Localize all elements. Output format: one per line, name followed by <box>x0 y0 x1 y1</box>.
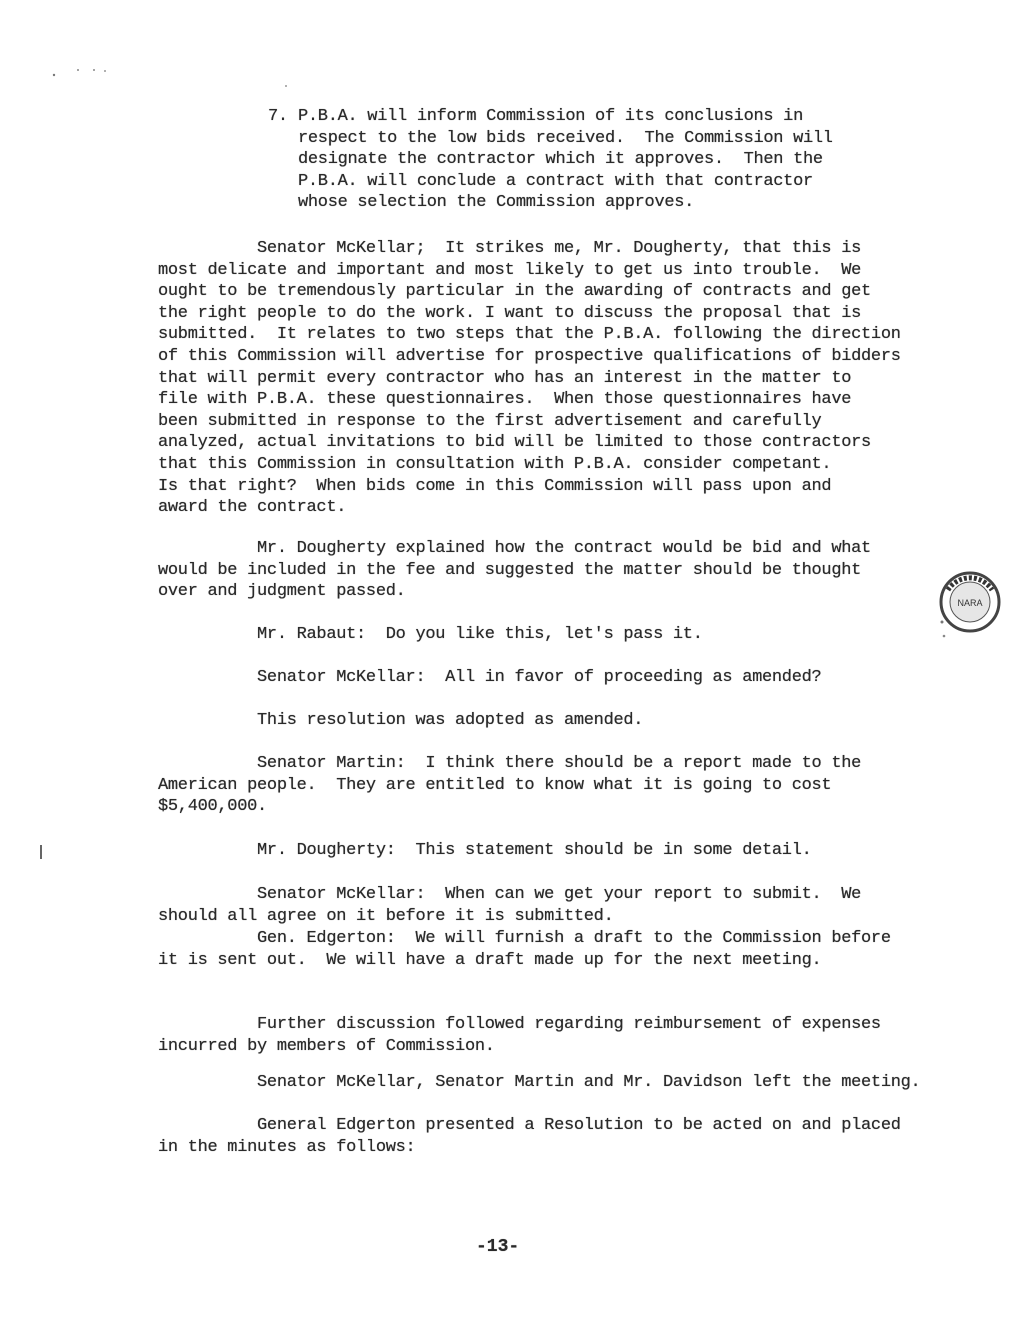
paragraph <box>158 624 703 646</box>
paragraph-line: of this Commission will advertise for prospective qualifications of bidders <box>158 346 901 366</box>
paragraph <box>158 538 871 603</box>
paragraph-line: Gen. Edgerton: We will furnish a draft to the Commission before <box>158 929 891 948</box>
paragraph-line: $5,400,000. <box>158 797 267 817</box>
archive-stamp-icon <box>938 570 1002 634</box>
paragraph-line: ought to be tremendously particular in the awarding of contracts and get <box>158 282 871 302</box>
paragraph <box>158 884 861 927</box>
paragraph <box>158 710 643 732</box>
paragraph-line: Senator McKellar; It strikes me, Mr. Dougherty, that this is <box>158 239 862 258</box>
paragraph-line: Senator Martin: I think there should be a report made to the <box>158 754 862 773</box>
paragraph-line: that this Commission in consultation with P.B.A. consider competant. <box>158 454 832 474</box>
paragraph-line: Mr. Rabaut: Do you like this, let's pass it. <box>158 625 703 644</box>
item-number: 7. <box>268 107 288 126</box>
paragraph-line: This resolution was adopted as amended. <box>158 711 644 730</box>
paragraph-line: file with P.B.A. these questionnaires. When those questionnaires have <box>158 390 852 410</box>
item-7-text <box>298 106 833 214</box>
paragraph-line: Mr. Dougherty explained how the contract would be bid and what <box>158 539 871 558</box>
paragraph <box>158 667 821 689</box>
paragraph-line: Senator McKellar, Senator Martin and Mr. Davidson left the meeting. <box>158 1073 921 1092</box>
page-number: -13- <box>476 1237 520 1257</box>
paragraph-line: incurred by members of Commission. <box>158 1036 495 1056</box>
paragraph-line: that will permit every contractor who has an interest in the matter to <box>158 368 852 388</box>
item-7-line: P.B.A. will conclude a contract with that contractor <box>298 171 813 191</box>
item-7-line: respect to the low bids received. The Commission will <box>298 128 833 148</box>
paragraph-line: submitted. It relates to two steps that the P.B.A. following the direction <box>158 325 901 345</box>
paragraph-line: Senator McKellar: All in favor of proceeding as amended? <box>158 668 822 687</box>
paragraph-line: American people. They are entitled to know what it is going to cost <box>158 775 832 795</box>
paragraph <box>158 840 812 862</box>
item-7-line: designate the contractor which it approves. Then the <box>298 150 823 170</box>
paragraph-line: most delicate and important and most likely to get us into trouble. We <box>158 260 862 280</box>
svg-text:NARA: NARA <box>957 598 983 608</box>
paragraph-line: it is sent out. We will have a draft made up for the next meeting. <box>158 950 822 970</box>
paragraph-line: analyzed, actual invitations to bid will be limited to those contractors <box>158 433 871 453</box>
paragraph-line: over and judgment passed. <box>158 582 406 602</box>
paragraph <box>158 1014 881 1057</box>
paragraph <box>158 1072 920 1094</box>
paragraph <box>158 238 901 519</box>
paragraph <box>158 928 891 971</box>
paragraph-line: in the minutes as follows: <box>158 1137 416 1157</box>
paragraph-line: Senator McKellar: When can we get your report to submit. We <box>158 885 862 904</box>
paragraph-line: Is that right? When bids come in this Commission will pass upon and <box>158 476 832 496</box>
paragraph-line: Mr. Dougherty: This statement should be in some detail. <box>158 841 812 860</box>
paragraph-line: should all agree on it before it is submitted. <box>158 906 614 926</box>
item-7-line: P.B.A. will inform Commission of its conclusions in <box>298 107 803 126</box>
paragraph-line: Further discussion followed regarding reimbursement of expenses <box>158 1015 881 1034</box>
paragraph-line: award the contract. <box>158 498 347 518</box>
paragraph-line: the right people to do the work. I want to discuss the proposal that is <box>158 303 862 323</box>
item-7-line: whose selection the Commission approves. <box>298 193 695 213</box>
paragraph-line: General Edgerton presented a Resolution to be acted on and placed <box>158 1116 901 1135</box>
paragraph-line: would be included in the fee and suggested the matter should be thought <box>158 560 862 580</box>
paragraph <box>158 753 861 818</box>
paragraph-line: been submitted in response to the first advertisement and carefully <box>158 411 822 431</box>
paragraph <box>158 1115 901 1158</box>
